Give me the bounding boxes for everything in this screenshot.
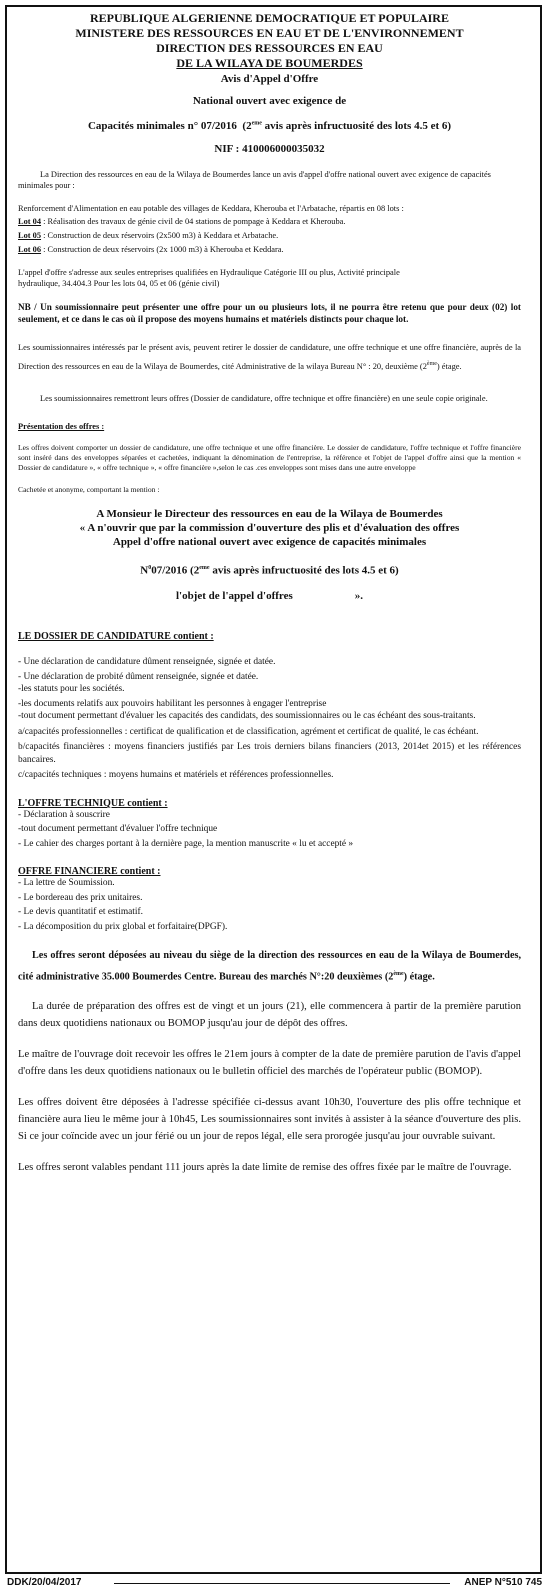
list-item: -les statuts pour les sociétés. <box>18 684 125 695</box>
footer <box>7 1577 542 1589</box>
footer-rule <box>114 1583 450 1584</box>
document-body <box>18 11 521 1176</box>
mention-line: « A n'ouvrir que par la commission d'ouverture des plis et d'évaluation des offres <box>79 521 460 534</box>
mention-ref-n: N <box>140 564 149 577</box>
financiere-list <box>18 877 521 933</box>
footer-reference: DDK/20/04/2017 <box>7 1577 82 1588</box>
mention-line: A Monsieur le Directeur des ressources en eau de la Wilaya de Boumerdes <box>96 507 443 520</box>
lot-text: : Construction de deux réservoirs (2x 1000 m3) à Kherouba et Keddara. <box>41 245 284 254</box>
header-line-ministere: MINISTERE DES RESSOURCES EN EAU ET DE L'ENVIRONNEMENT <box>75 26 464 40</box>
list-item: - Le bordereau des prix unitaires. <box>18 892 143 903</box>
maitre-paragraph: Le maître de l'ouvrage doit recevoir les offres le 21em jours à compter de la date de première parution de l'avis d'appel d'offre dans les deux quotidiens nationaux ou le bulletin officiel des marchés de l'opérateur public (BOMOP). <box>18 1048 521 1077</box>
header-line-republique: REPUBLIQUE ALGERIENNE DEMOCRATIQUE ET POPULAIRE <box>90 11 449 25</box>
lot-item <box>18 244 521 255</box>
lot-key: Lot 06 <box>18 245 42 254</box>
ouverture-paragraph: Les offres doivent être déposées à l'adresse spécifiée ci-dessus avant 10h30, l'ouverture des plis offre technique et financière aura lieu le même jour à 10h45, Les soumissionnaires sont invités à assister à la séance d'ouverture des plis. Si ce jour coïncide avec un jour férié ou un jour de repos légal, elle sera prorogée jusqu'au jour ouvrable suivant. <box>18 1096 521 1142</box>
technique-title: L'OFFRE TECHNIQUE contient : <box>18 797 168 809</box>
capacites-text: Capacités minimales n° 07/2016 <box>87 120 237 132</box>
lot-key: Lot 05 <box>18 231 42 240</box>
list-item: a/capacités professionnelles : certificat de qualification et de classification, agrément et certificat de qualité, le cas échéant. <box>18 726 479 737</box>
capacites-sup-pre: (2 <box>242 120 252 132</box>
list-item: - Une déclaration de candidature dûment renseignée, signée et datée. <box>18 657 276 668</box>
capacites-sup: eme <box>251 120 262 127</box>
intro-paragraph: La Direction des ressources en eau de la Wilaya de Boumerdes lance un avis d'appel d'offre national ouvert avec exigence de capacités minimales pour : <box>18 170 491 190</box>
validite-paragraph: Les offres seront valables pendant 111 jours après la date limite de remise des offres fixée par le maître de l'ouvrage. <box>18 1161 512 1173</box>
mention-objet <box>18 589 521 603</box>
mention-block <box>18 507 521 604</box>
depot-text: Les offres seront déposées au niveau du siège de la direction des ressources en eau de la Wilaya de Boumerdes, cité administrative 35.000 Boumerdes Centre. Bureau des marchés N°:20 deuxièmes (2 <box>18 950 521 983</box>
list-item: b/capacités financières : moyens financiers justifiés par Les trois derniers bilans financiers (2013, 2014et 2015) et les références bancaires. <box>18 742 521 765</box>
retrait-paragraph <box>18 339 521 375</box>
technique-section <box>18 798 521 851</box>
depot-end: ) étage. <box>403 971 435 983</box>
list-item: -les documents relatifs aux pouvoirs habilitant les personnes à engager l'entreprise <box>18 698 327 709</box>
list-item: - Le cahier des charges portant à la dernière page, la mention manuscrite « lu et accepté » <box>18 838 354 849</box>
capacites-post: avis après infructuosité des lots 4.5 et 6) <box>261 120 452 132</box>
duree-paragraph: La durée de préparation des offres est de vingt et un jours (21), elle commencera à partir de la première parution dans deux quotidiens nationaux ou BOMOP jusqu'au jour de dépôt des offres. <box>18 1000 521 1029</box>
depot-sup: ème <box>393 971 404 978</box>
list-item: c/capacités techniques : moyens humains et matériels et références professionnelles. <box>18 770 334 781</box>
depot-paragraph <box>18 947 521 986</box>
technique-list <box>18 809 521 851</box>
retrait-text: Les soumissionnaires intéressés par le présent avis, peuvent retirer le dossier de candidature, une offre technique et une offre financière, auprès de la Direction des ressources en eau de la Wilaya de Boumerdes, cité Administrative de la wilaya Bureau N° : 20, deuxième (2 <box>18 343 521 371</box>
lot-key: Lot 04 <box>18 217 42 226</box>
header-line-direction: DIRECTION DES RESSOURCES EN EAU <box>156 41 383 55</box>
lot-text: : Construction de deux réservoirs (2x500 m3) à Keddara et Arbatache. <box>41 231 279 240</box>
lots-list <box>18 216 521 255</box>
list-item: -tout document permettant d'évaluer l'offre technique <box>18 824 218 835</box>
mention-ref-mid: 07/2016 (2 <box>151 564 200 577</box>
remise-paragraph: Les soumissionnaires remettront leurs offres (Dossier de candidature, offre technique et offre financière) en une seule copie originale. <box>40 393 488 403</box>
header-line-wilaya: DE LA WILAYA DE BOUMERDES <box>176 56 363 70</box>
lot-item <box>18 216 521 227</box>
retrait-end: ) étage. <box>436 361 462 371</box>
mention-reference <box>18 561 521 578</box>
mention-objet-end: ». <box>354 590 364 603</box>
qualification-paragraph: L'appel d'offre s'adresse aux seules entreprises qualifiées en Hydraulique Catégorie III ou plus, Activité principale hydraulique, 34.404.3 Pour les lots 04, 05 et 06 (génie civil) <box>18 268 400 288</box>
presentation-title: Présentation des offres : <box>18 421 105 431</box>
dossier-list <box>18 656 521 782</box>
dossier-section <box>18 631 521 782</box>
mention-ref-sup: eme <box>199 564 210 571</box>
presentation-paragraph: Les offres doivent comporter un dossier de candidature, une offre technique et une offre financière. Le dossier de candidature, l'offre technique et l'offre financière sont inséré dans des enveloppes séparées et cachetées, indiquant la dénomination de l'entreprise, la référence et l'objet de l'appel d'offre ainsi que la mention « Dossier de candidature », « offre technique », « offre financière »,selon le cas .ces enveloppes sont mises dans une autre enveloppe <box>18 442 521 472</box>
mention-ref-sup0: 0 <box>148 564 152 571</box>
header <box>18 11 521 87</box>
list-item: - Déclaration à souscrire <box>18 809 110 820</box>
list-item: - Une déclaration de probité dûment renseignée, signée et datée. <box>18 671 259 682</box>
list-item: - La décomposition du prix global et forfaitaire(DPGF). <box>18 921 228 932</box>
national-line: National ouvert avec exigence de <box>192 95 347 107</box>
list-item: -tout document permettant d'évaluer les capacités des candidats, des soumissionnaires ou le cas échéant des sous-traitants. <box>18 711 476 722</box>
nif: NIF : 410006000035032 <box>214 143 325 155</box>
list-item: - La lettre de Soumission. <box>18 878 115 889</box>
retrait-sup: ème <box>426 361 437 367</box>
list-item: - Le devis quantitatif et estimatif. <box>18 907 143 918</box>
mention-ref-post: avis après infructuosité des lots 4.5 et 6) <box>209 564 399 577</box>
capacites-line <box>18 120 521 132</box>
footer-anep-number: ANEP N°510 745 <box>464 1577 542 1588</box>
mention-objet-text: l'objet de l'appel d'offres <box>175 590 293 603</box>
financiere-title: OFFRE FINANCIERE contient : <box>18 866 161 878</box>
cachetee-paragraph: Cachetée et anonyme, comportant la mention : <box>18 484 160 494</box>
lot-text: : Réalisation des travaux de génie civil de 04 stations de pompage à Keddara et Kherouba. <box>41 217 346 226</box>
mention-line: Appel d'offre national ouvert avec exigence de capacités minimales <box>112 535 427 548</box>
avis-title: Avis d'Appel d'Offre <box>220 73 319 85</box>
dossier-title: LE DOSSIER DE CANDIDATURE contient : <box>18 631 214 643</box>
project-paragraph: Renforcement d'Alimentation en eau potable des villages de Keddara, Kherouba et l'Arbatache, répartis en 08 lots : <box>18 204 404 213</box>
financiere-section <box>18 866 521 933</box>
lot-item <box>18 230 521 241</box>
nb-paragraph: NB / Un soumissionnaire peut présenter une offre pour un ou plusieurs lots, il ne pourra être retenu que pour deux (02) lot seulement, et ce dans le cas où il propose des moyens humains et matériels distincts pour chaque lot. <box>18 302 521 324</box>
